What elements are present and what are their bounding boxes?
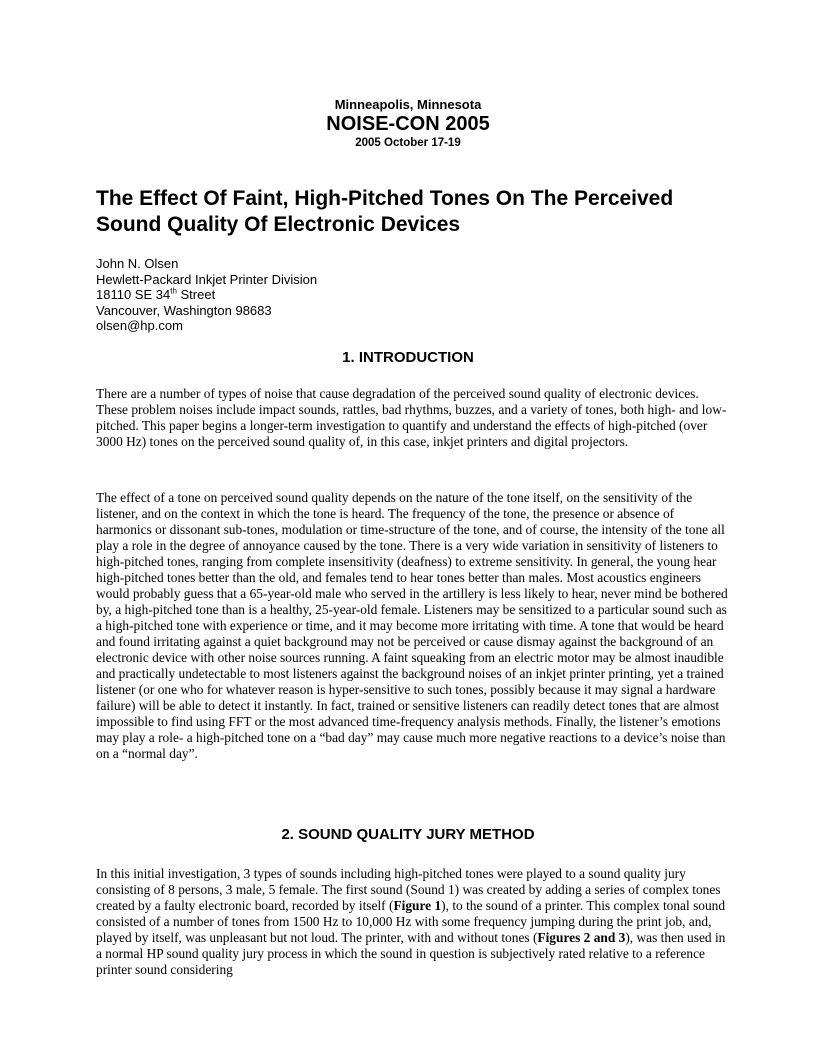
author-name: John N. Olsen xyxy=(96,256,179,271)
jury-text-b: ), to the sound of a printer. This complex tonal sound consisted of a number of tones from 1500 Hz to 10,000 Hz with some frequency jumping during the print job, and, played by itself, was unpleasant but not loud. The printer, with and without tones ( xyxy=(96,898,726,945)
street-rest: Street xyxy=(176,287,216,302)
author-block xyxy=(96,256,317,334)
jury-text-a: In this initial investigation, 3 types of sounds including high-pitched tones were played to a sound quality jury consisting of 8 persons, 3 male, 5 female. The first sound (Sound 1) was created by adding a series of complex tones created by a faulty electronic board, recorded by itself ( xyxy=(96,866,721,913)
author-affiliation: Hewlett-Packard Inkjet Printer Division xyxy=(96,271,318,287)
jury-text-c: ), was then used in a normal HP sound quality jury process in which the sound in question is subjectively rated relative to a reference printer sound considering xyxy=(96,930,726,977)
section-heading-introduction: 1. INTRODUCTION xyxy=(342,349,474,366)
street-suffix: th xyxy=(170,286,177,296)
section-heading-jury-method: 2. SOUND QUALITY JURY METHOD xyxy=(281,826,535,843)
jury-paragraph-1 xyxy=(96,866,728,978)
author-email: olsen@hp.com xyxy=(96,318,183,333)
intro-paragraph-2: The effect of a tone on perceived sound quality depends on the nature of the tone itself, on the sensitivity of the listener, and on the context in which the tone is heard. The frequency of the tone, the presence or absence of harmonics or dissonant sub-tones, modulation or time-structure of the tone, and of course, the intensity of the tone all play a role in the degree of annoyance caused by the tone. There is a very wide variation in sensitivity of listeners to high-pitched tones, ranging from complete insensitivity (deafness) to extreme sensitivity. In general, the young hear high-pitched tones better than the old, and females tend to hear tones better than males. Most acoustics engineers would probably guess that a 65-year-old male who served in the artillery is less likely to hear, never mind be bothered by, a high-pitched tone than is a healthy, 25-year-old female. Listeners may be sensitized to a particular sound such as a high-pitched tone with experience or time, and it may become more irritating with time. A tone that would be heard and found irritating against a quiet background may not be perceived or cause dismay against the background of an electronic device with other noise sources running. A faint squeaking from an electric motor may be almost inaudible and practically undetectable to most listeners against the background noises of an inkjet printer printing, yet a trained listener (or one who for whatever reason is hyper-sensitive to such tones, possibly because it may signal a hardware failure) will be able to detect it instantly. In fact, trained or sensitive listeners can readily detect tones that are almost impossible to find using FFT or the most advanced time-frequency analysis methods. Finally, the listener’s emotions may play a role- a high-pitched tone on a “bad day” may cause much more negative reactions to a device’s noise than on a “normal day”. xyxy=(96,490,728,761)
conference-name: NOISE-CON 2005 xyxy=(326,113,490,135)
conference-dates: 2005 October 17-19 xyxy=(355,137,461,149)
author-city: Vancouver, Washington 98683 xyxy=(96,302,272,318)
paper-title: The Effect Of Faint, High-Pitched Tones On The Perceived Sound Quality Of Electronic Devices xyxy=(96,187,674,236)
intro-paragraph-1: There are a number of types of noise that cause degradation of the perceived sound quality of electronic devices. These problem noises include impact sounds, rattles, bad rhythms, buzzes, and a variety of tones, both high- and low-pitched. This paper begins a longer-term investigation to quantify and understand the effects of high-pitched (over 3000 Hz) tones on the perceived sound quality of, in this case, inkjet printers and digital projectors. xyxy=(96,386,727,449)
conference-location: Minneapolis, Minnesota xyxy=(334,97,482,112)
figure-1-reference: Figure 1 xyxy=(393,898,442,913)
author-street xyxy=(96,287,317,303)
figures-2-3-reference: Figures 2 and 3 xyxy=(537,930,626,945)
street-number: 18110 SE 34 xyxy=(96,287,171,302)
